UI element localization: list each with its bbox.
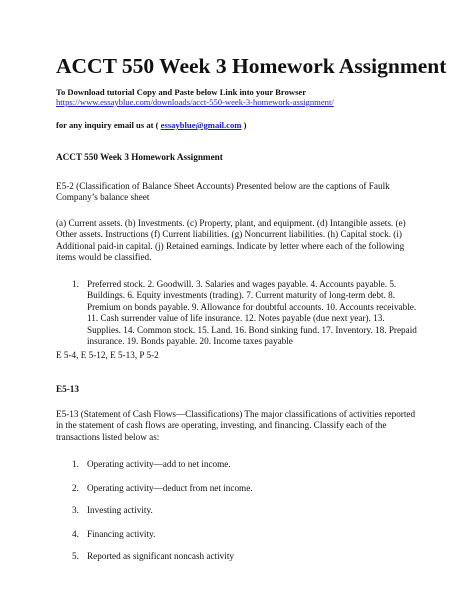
list-number: 4. xyxy=(72,529,79,539)
list-number: 1. xyxy=(72,279,79,289)
e5-2-intro: E5-2 (Classification of Balance Sheet Accounts) Presented below are the captions of Faulk Company’s balance sheet xyxy=(56,181,390,203)
list-text: Reported as significant noncash activity xyxy=(87,551,234,561)
list-text: Operating activity—add to net income. xyxy=(87,459,231,469)
download-link[interactable] xyxy=(56,97,334,107)
e5-13-heading: E5-13 xyxy=(56,384,79,394)
list-number: 5. xyxy=(72,551,79,561)
inquiry-prefix: for any inquiry email us at ( xyxy=(56,120,159,130)
inquiry-line xyxy=(56,120,247,130)
list-number: 2. xyxy=(72,483,79,493)
list-number: 3. xyxy=(72,505,79,515)
list-number: 1. xyxy=(72,459,79,469)
e5-2-items-text: Preferred stock. 2. Goodwill. 3. Salaries and wages payable. 4. Accounts payable. 5. Buildings. 6. Equity investments (trading). 7. Current maturity of long-term debt. 8. Premium on bonds payable. 9. Allowance for doubtful accounts. 10. Accounts receivable. 11. Cash surrender value of life insurance. 12. Notes payable (due next year). 13. Supplies. 14. Common stock. 15. Land. 16. Bond sinking fund. 17. Inventory. 18. Prepaid insurance. 19. Bonds payable. 20. Income taxes payable xyxy=(87,279,417,347)
list-text: Operating activity—deduct from net income. xyxy=(87,483,253,493)
download-instructions: To Download tutorial Copy and Paste below Link into your Browser xyxy=(56,87,307,97)
download-url[interactable]: https://www.essayblue.com/downloads/acct-550-week-3-homework-assignment/ xyxy=(56,97,334,107)
email-link[interactable]: essayblue@gmail.com xyxy=(160,120,242,130)
document-title: ACCT 550 Week 3 Homework Assignment xyxy=(56,54,447,78)
exercise-references: E 5-4, E 5-12, E 5-13, P 5-2 xyxy=(56,350,159,360)
e5-2-captions: (a) Current assets. (b) Investments. (c) Property, plant, and equipment. (d) Intangible assets. (e) Other assets. Instructions (f) Current liabilities. (g) Noncurrent liabilities. (h) Capital stock. (i) Additional paid-in capital. (j) Retained earnings. Indicate by letter where each of the following items would be classified. xyxy=(56,218,406,263)
e5-13-intro: E5-13 (Statement of Cash Flows—Classifications) The major classifications of activities reported in the statement of cash flows are operating, investing, and financing. Classify each of the transactions listed below as: xyxy=(56,409,416,442)
list-text: Financing activity. xyxy=(87,529,156,539)
section-heading: ACCT 550 Week 3 Homework Assignment xyxy=(56,152,223,162)
inquiry-suffix: ) xyxy=(243,120,247,130)
list-text: Investing activity. xyxy=(87,505,153,515)
